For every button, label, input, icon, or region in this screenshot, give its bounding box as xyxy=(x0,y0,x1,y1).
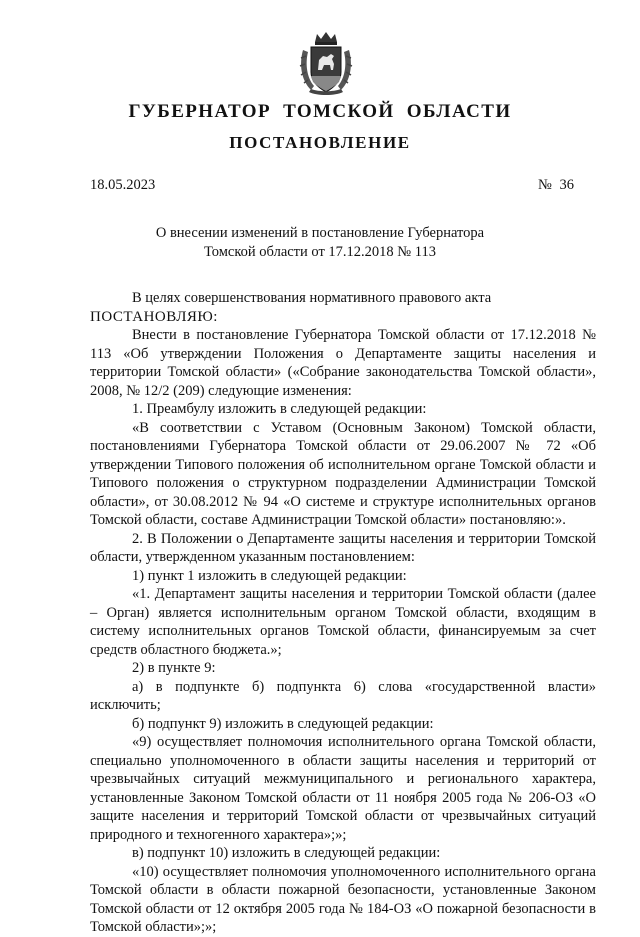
body-paragraph: а) в подпункте б) подпункта 6) слова «государственной власти» исключить; xyxy=(90,678,596,713)
body-paragraph: «9) осуществляет полномочия исполнительного органа Томской области, специально уполномоченного в области защиты населения и территорий от чрезвычайных ситуаций межмуниципального и регионального характера, установленные Законом Томской области от 11 ноября 2005 года № 206-ОЗ «О защите населения и территорий Томской области от чрезвычайных ситуаций природного и техногенного характера»;»; xyxy=(90,734,596,843)
body-paragraph: Внести в постановление Губернатора Томской области от 17.12.2018 № 113 «Об утверждении Положения о Департаменте защиты населения и территории Томской области» («Собрание законодательства Томской области», 2008, № 12/2 (209) следующие изменения: xyxy=(90,327,596,399)
title-line: О внесении изменений в постановление Губернатора xyxy=(155,225,485,241)
body-paragraph: «В соответствии с Уставом (Основным Законом) Томской области, постановлениями Губернатора Томской области от 29.06.2007 № 72 «Об утверждении Типового положения об исполнительном органе Томской области и Типового положения о структурном подразделении Администрации Томской области», от 30.08.2012 № 94 «О системе и структуре исполнительных органов Томской области, составе Администрации Томской области» постановляю:». xyxy=(90,419,596,528)
document-date: 18.05.2023 xyxy=(90,177,156,193)
body-paragraph: б) подпункт 9) изложить в следующей редакции: xyxy=(132,715,434,732)
body-paragraph: 1. Преамбулу изложить в следующей редакции: xyxy=(132,401,427,417)
body-paragraph: 2) в пункте 9: xyxy=(132,660,216,676)
document-number: № 36 xyxy=(538,177,574,193)
body-paragraph: в) подпункт 10) изложить в следующей редакции: xyxy=(132,845,441,861)
body-paragraph: «10) осуществляет полномочия уполномоченного исполнительного органа Томской области в области пожарной безопасности, установленные Законом Томской области от 12 октября 2005 года № 184-ОЗ «О пожарной безопасности в Томской области»;»; xyxy=(90,863,596,935)
document-body xyxy=(90,289,596,937)
document-title xyxy=(0,224,640,262)
preamble-paragraph: В целях совершенствования нормативного правового акта xyxy=(132,290,492,306)
document-type-heading: ПОСТАНОВЛЕНИЕ xyxy=(229,133,411,152)
decree-word: ПОСТАНОВЛЯЮ: xyxy=(90,308,218,325)
title-line: Томской области от 17.12.2018 № 113 xyxy=(204,244,436,260)
body-paragraph: 2. В Положении о Департаменте защиты населения и территории Томской области, утвержденном указанным постановлением: xyxy=(90,530,596,565)
body-paragraph: 1) пункт 1 изложить в следующей редакции: xyxy=(132,567,407,584)
authority-heading: ГУБЕРНАТОР ТОМСКОЙ ОБЛАСТИ xyxy=(128,101,512,122)
coat-of-arms-icon xyxy=(297,30,355,96)
body-paragraph: «1. Департамент защиты населения и территории Томской области (далее – Орган) является исполнительным органом Томской области, входящим в систему исполнительных органов Томской области, финансируемым за счет средств областного бюджета.»; xyxy=(90,586,596,658)
